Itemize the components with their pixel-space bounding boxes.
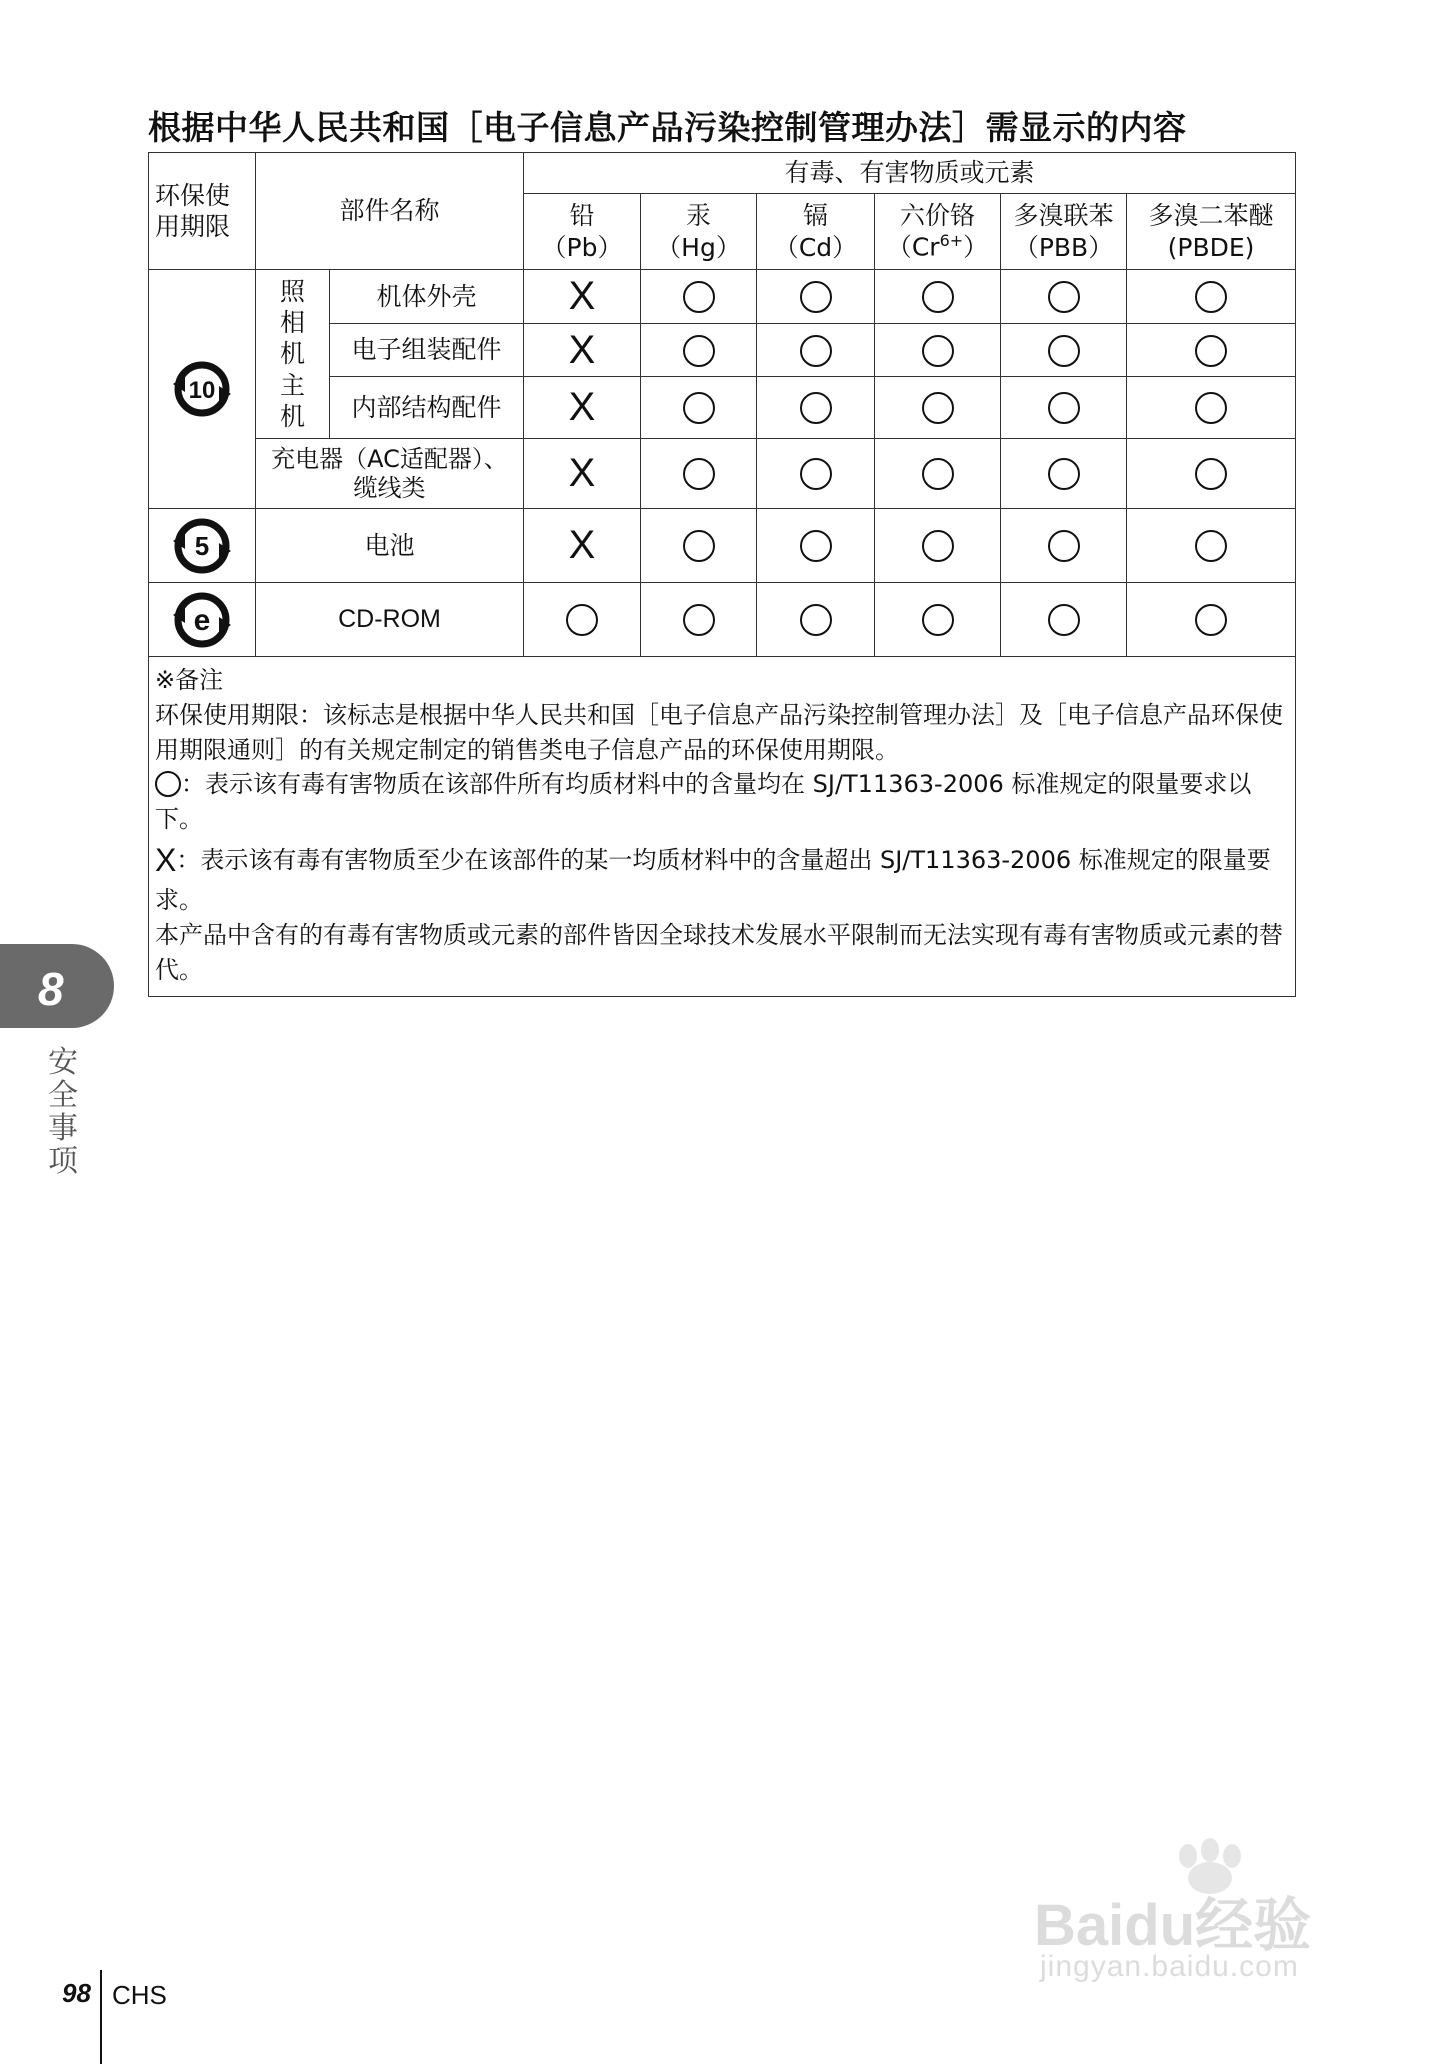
mark-cell	[1127, 509, 1296, 583]
x-mark-icon: X	[568, 327, 596, 372]
mark-cell	[524, 324, 641, 377]
mark-cell	[1127, 270, 1296, 324]
part-name: 机体外壳	[330, 270, 524, 324]
mark-cell	[1001, 583, 1127, 657]
header-part-name: 部件名称	[256, 153, 524, 270]
period-logo-cell	[149, 270, 256, 509]
mark-cell	[524, 509, 641, 583]
mark-cell	[641, 377, 757, 439]
mark-cell	[1001, 324, 1127, 377]
epup-10-icon	[169, 356, 235, 422]
mark-cell	[524, 439, 641, 509]
circle-mark-icon	[922, 281, 954, 313]
o-note: ：表示该有毒有害物质在该部件所有均质材料中的含量均在 SJ/T11363-2006 标准规定的限量要求以下。	[155, 770, 1252, 834]
epup-e-icon	[169, 587, 235, 653]
mark-cell	[1127, 324, 1296, 377]
epup-5-icon	[169, 513, 235, 579]
period-logo-cell	[149, 583, 256, 657]
circle-mark-icon	[800, 392, 832, 424]
circle-mark-icon	[1048, 281, 1080, 313]
circle-mark-icon	[800, 281, 832, 313]
x-mark-icon: X	[568, 274, 596, 319]
circle-mark-icon	[566, 604, 598, 636]
circle-mark-icon	[800, 335, 832, 367]
circle-mark-icon	[1195, 458, 1227, 490]
notes-heading: ※备注	[155, 666, 224, 694]
part-name: CD-ROM	[256, 583, 524, 657]
mark-cell	[875, 377, 1001, 439]
page-title: 根据中华人民共和国［电子信息产品污染控制管理办法］需显示的内容	[148, 108, 1187, 147]
circle-mark-icon	[1195, 335, 1227, 367]
mark-cell	[1001, 509, 1127, 583]
notes-section	[149, 657, 1296, 997]
period-note: 环保使用期限：该标志是根据中华人民共和国［电子信息产品污染控制管理办法］及［电子信息产品环保使用期限通则］的有关规定制定的销售类电子信息产品的环保使用期限。	[155, 700, 1283, 764]
mark-cell	[875, 270, 1001, 324]
circle-mark-icon	[1048, 604, 1080, 636]
circle-mark-icon	[683, 392, 715, 424]
mark-cell	[641, 439, 757, 509]
x-mark-icon: X	[568, 451, 596, 496]
header-substance: 汞 （Hg）	[641, 194, 757, 270]
part-name: 充电器（AC适配器）、 缆线类	[256, 439, 524, 509]
circle-mark-icon	[683, 335, 715, 367]
logo-5-label: 5	[194, 530, 210, 561]
circle-mark-icon	[922, 604, 954, 636]
part-name: 电池	[256, 509, 524, 583]
mark-cell	[1001, 270, 1127, 324]
x-mark-icon: X	[568, 385, 596, 430]
mark-cell	[757, 324, 875, 377]
circle-mark-icon	[1048, 530, 1080, 562]
hazardous-substance-table	[148, 152, 1296, 997]
header-substance: 镉 （Cd）	[757, 194, 875, 270]
header-substance: 多溴联苯 （PBB）	[1001, 194, 1127, 270]
mark-cell	[1001, 377, 1127, 439]
mark-cell	[875, 509, 1001, 583]
x-mark-icon: X	[155, 841, 177, 878]
mark-cell	[524, 270, 641, 324]
mark-cell	[524, 583, 641, 657]
circle-mark-icon	[800, 458, 832, 490]
chapter-label: 安 全 事 项	[48, 1045, 78, 1179]
mark-cell	[757, 583, 875, 657]
mark-cell	[875, 324, 1001, 377]
mark-cell	[1001, 439, 1127, 509]
mark-cell	[757, 270, 875, 324]
circle-mark-icon	[1195, 392, 1227, 424]
header-substances-group: 有毒、有害物质或元素	[524, 153, 1296, 194]
header-substance: 铅 （Pb）	[524, 194, 641, 270]
mark-cell	[757, 509, 875, 583]
circle-mark-icon	[1048, 458, 1080, 490]
circle-mark-icon	[683, 604, 715, 636]
camera-group-label: 照 相 机 主 机	[256, 270, 330, 439]
watermark-url: jingyan.baidu.com	[1040, 1950, 1299, 1983]
mark-cell	[875, 583, 1001, 657]
circle-mark-icon	[922, 458, 954, 490]
language-code: CHS	[112, 1980, 167, 2010]
circle-mark-icon	[683, 281, 715, 313]
circle-mark-icon	[922, 335, 954, 367]
header-substance: 多溴二苯醚 (PBDE)	[1127, 194, 1296, 270]
circle-mark-icon	[1195, 281, 1227, 313]
circle-mark-icon	[683, 458, 715, 490]
logo-e-label: e	[193, 603, 211, 637]
circle-mark-icon	[922, 530, 954, 562]
x-note: X：表示该有毒有害物质至少在该部件的某一均质材料中的含量超出 SJ/T11363-2006 标准规定的限量要求。	[155, 841, 1271, 915]
part-name: 内部结构配件	[330, 377, 524, 439]
logo-10-label: 10	[188, 377, 216, 404]
chapter-number: 8	[38, 963, 64, 1015]
mark-cell	[875, 439, 1001, 509]
mark-cell	[757, 377, 875, 439]
watermark-brand: Baidu经验	[1034, 1893, 1312, 1958]
mark-cell	[1127, 583, 1296, 657]
mark-cell	[641, 324, 757, 377]
circle-mark-icon	[1195, 604, 1227, 636]
footer-divider	[100, 1970, 102, 2064]
header-substance: 六价铬 $(Cr^{6+})$	[875, 194, 1001, 270]
final-note: 本产品中含有的有毒有害物质或元素的部件皆因全球技术发展水平限制而无法实现有毒有害物质或元素的替代。	[155, 921, 1283, 984]
part-name: 电子组装配件	[330, 324, 524, 377]
mark-cell	[524, 377, 641, 439]
mark-cell	[641, 270, 757, 324]
circle-mark-icon	[922, 392, 954, 424]
circle-mark-icon	[683, 530, 715, 562]
mark-cell	[641, 509, 757, 583]
circle-mark-icon	[800, 530, 832, 562]
period-logo-cell	[149, 509, 256, 583]
mark-cell	[1127, 439, 1296, 509]
circle-mark-icon	[1048, 335, 1080, 367]
x-mark-icon: X	[568, 523, 596, 568]
circle-mark-icon	[1195, 530, 1227, 562]
circle-mark-icon	[1048, 392, 1080, 424]
mark-cell	[641, 583, 757, 657]
header-period: 环保使 用期限	[149, 153, 256, 270]
mark-cell	[1127, 377, 1296, 439]
mark-cell	[757, 439, 875, 509]
circle-mark-icon	[155, 771, 181, 797]
page-number: 98	[62, 1978, 91, 2008]
circle-mark-icon	[800, 604, 832, 636]
